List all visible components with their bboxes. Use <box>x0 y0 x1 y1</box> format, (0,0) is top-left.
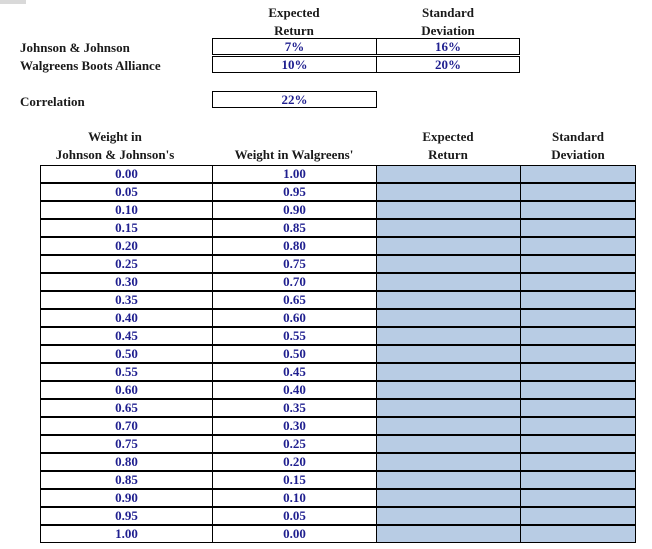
expected-return-output-cell[interactable] <box>376 363 521 381</box>
weight-wba-cell[interactable]: 0.00 <box>212 525 377 543</box>
standard-deviation-output-cell[interactable] <box>520 201 636 219</box>
expected-return-output-cell[interactable] <box>376 219 521 237</box>
weight-jnj-cell[interactable]: 0.05 <box>40 183 213 201</box>
stock-label-wba: Walgreens Boots Alliance <box>20 58 161 73</box>
weight-jnj-cell[interactable]: 0.65 <box>40 399 213 417</box>
standard-deviation-output-cell[interactable] <box>520 273 636 291</box>
header-line: Return <box>428 147 468 162</box>
standard-deviation-output-cell[interactable] <box>520 435 636 453</box>
weight-wba-cell[interactable]: 0.55 <box>212 327 377 345</box>
jnj-standard-deviation-cell[interactable]: 16% <box>376 38 520 55</box>
table-expected-return-header <box>376 128 520 164</box>
header-line: Return <box>274 23 314 38</box>
weight-jnj-cell[interactable]: 0.20 <box>40 237 213 255</box>
inputs-expected-return-header <box>212 4 376 40</box>
expected-return-output-cell[interactable] <box>376 345 521 363</box>
standard-deviation-output-cell[interactable] <box>520 399 636 417</box>
table-standard-deviation-header <box>520 128 636 164</box>
header-line: Deviation <box>421 23 475 38</box>
standard-deviation-output-cell[interactable] <box>520 471 636 489</box>
wba-standard-deviation-cell[interactable]: 20% <box>376 56 520 73</box>
corner-marker <box>0 0 26 4</box>
expected-return-output-cell[interactable] <box>376 183 521 201</box>
jnj-expected-return-cell[interactable]: 7% <box>212 38 377 55</box>
expected-return-output-cell[interactable] <box>376 165 521 183</box>
header-line: Johnson & Johnson's <box>55 147 175 162</box>
header-line: Standard <box>421 5 475 20</box>
weight-wba-cell[interactable]: 0.20 <box>212 453 377 471</box>
expected-return-output-cell[interactable] <box>376 381 521 399</box>
inputs-standard-deviation-header <box>376 4 520 40</box>
weight-wba-cell[interactable]: 0.70 <box>212 273 377 291</box>
weight-wba-cell[interactable]: 0.35 <box>212 399 377 417</box>
weight-jnj-cell[interactable]: 0.60 <box>40 381 213 399</box>
weight-wba-cell[interactable]: 0.95 <box>212 183 377 201</box>
weight-jnj-cell[interactable]: 0.80 <box>40 453 213 471</box>
weight-jnj-header <box>40 128 190 164</box>
standard-deviation-output-cell[interactable] <box>520 363 636 381</box>
weight-wba-cell[interactable]: 0.45 <box>212 363 377 381</box>
weight-jnj-cell[interactable]: 0.25 <box>40 255 213 273</box>
expected-return-output-cell[interactable] <box>376 507 521 525</box>
expected-return-output-cell[interactable] <box>376 399 521 417</box>
standard-deviation-output-cell[interactable] <box>520 291 636 309</box>
stock-label-jnj: Johnson & Johnson <box>20 40 130 55</box>
expected-return-output-cell[interactable] <box>376 489 521 507</box>
correlation-cell[interactable]: 22% <box>212 91 377 108</box>
expected-return-output-cell[interactable] <box>376 291 521 309</box>
standard-deviation-output-cell[interactable] <box>520 345 636 363</box>
expected-return-output-cell[interactable] <box>376 309 521 327</box>
correlation-label: Correlation <box>20 94 85 109</box>
standard-deviation-output-cell[interactable] <box>520 255 636 273</box>
weight-jnj-cell[interactable]: 0.10 <box>40 201 213 219</box>
weight-wba-cell[interactable]: 0.40 <box>212 381 377 399</box>
weight-jnj-cell[interactable]: 0.95 <box>40 507 213 525</box>
weight-wba-cell[interactable]: 0.50 <box>212 345 377 363</box>
expected-return-output-cell[interactable] <box>376 435 521 453</box>
expected-return-output-cell[interactable] <box>376 525 521 543</box>
weight-wba-header: Weight in Walgreens' <box>234 147 354 162</box>
standard-deviation-output-cell[interactable] <box>520 219 636 237</box>
weight-jnj-cell[interactable]: 0.55 <box>40 363 213 381</box>
standard-deviation-output-cell[interactable] <box>520 525 636 543</box>
header-line: Deviation <box>551 147 605 162</box>
weight-jnj-cell[interactable]: 0.00 <box>40 165 213 183</box>
weight-wba-cell[interactable]: 0.85 <box>212 219 377 237</box>
wba-expected-return-cell[interactable]: 10% <box>212 56 377 73</box>
weight-jnj-cell[interactable]: 0.75 <box>40 435 213 453</box>
expected-return-output-cell[interactable] <box>376 237 521 255</box>
weight-jnj-cell[interactable]: 0.30 <box>40 273 213 291</box>
weight-wba-cell[interactable]: 0.25 <box>212 435 377 453</box>
weight-wba-cell[interactable]: 1.00 <box>212 165 377 183</box>
expected-return-output-cell[interactable] <box>376 453 521 471</box>
header-line: Expected <box>268 5 320 20</box>
expected-return-output-cell[interactable] <box>376 327 521 345</box>
expected-return-output-cell[interactable] <box>376 471 521 489</box>
standard-deviation-output-cell[interactable] <box>520 381 636 399</box>
weight-jnj-cell[interactable]: 0.70 <box>40 417 213 435</box>
weight-wba-cell[interactable]: 0.10 <box>212 489 377 507</box>
weight-wba-cell[interactable]: 0.05 <box>212 507 377 525</box>
standard-deviation-output-cell[interactable] <box>520 183 636 201</box>
header-line: Weight in <box>88 129 142 144</box>
weight-jnj-cell[interactable]: 0.40 <box>40 309 213 327</box>
header-line: Standard <box>551 129 605 144</box>
weight-wba-cell[interactable]: 0.90 <box>212 201 377 219</box>
standard-deviation-output-cell[interactable] <box>520 453 636 471</box>
expected-return-output-cell[interactable] <box>376 255 521 273</box>
weight-wba-cell[interactable]: 0.30 <box>212 417 377 435</box>
standard-deviation-output-cell[interactable] <box>520 309 636 327</box>
weight-wba-cell[interactable]: 0.65 <box>212 291 377 309</box>
weight-jnj-cell[interactable]: 0.35 <box>40 291 213 309</box>
standard-deviation-output-cell[interactable] <box>520 327 636 345</box>
weight-wba-cell[interactable]: 0.80 <box>212 237 377 255</box>
standard-deviation-output-cell[interactable] <box>520 165 636 183</box>
standard-deviation-output-cell[interactable] <box>520 417 636 435</box>
weight-jnj-cell[interactable]: 0.50 <box>40 345 213 363</box>
standard-deviation-output-cell[interactable] <box>520 489 636 507</box>
weight-jnj-cell[interactable]: 1.00 <box>40 525 213 543</box>
weight-jnj-cell[interactable]: 0.90 <box>40 489 213 507</box>
header-line: Expected <box>422 129 474 144</box>
weight-wba-cell[interactable]: 0.60 <box>212 309 377 327</box>
expected-return-output-cell[interactable] <box>376 417 521 435</box>
expected-return-output-cell[interactable] <box>376 201 521 219</box>
standard-deviation-output-cell[interactable] <box>520 237 636 255</box>
weight-jnj-cell[interactable]: 0.45 <box>40 327 213 345</box>
weight-wba-cell[interactable]: 0.75 <box>212 255 377 273</box>
weight-jnj-cell[interactable]: 0.85 <box>40 471 213 489</box>
expected-return-output-cell[interactable] <box>376 273 521 291</box>
standard-deviation-output-cell[interactable] <box>520 507 636 525</box>
weight-jnj-cell[interactable]: 0.15 <box>40 219 213 237</box>
weight-wba-cell[interactable]: 0.15 <box>212 471 377 489</box>
